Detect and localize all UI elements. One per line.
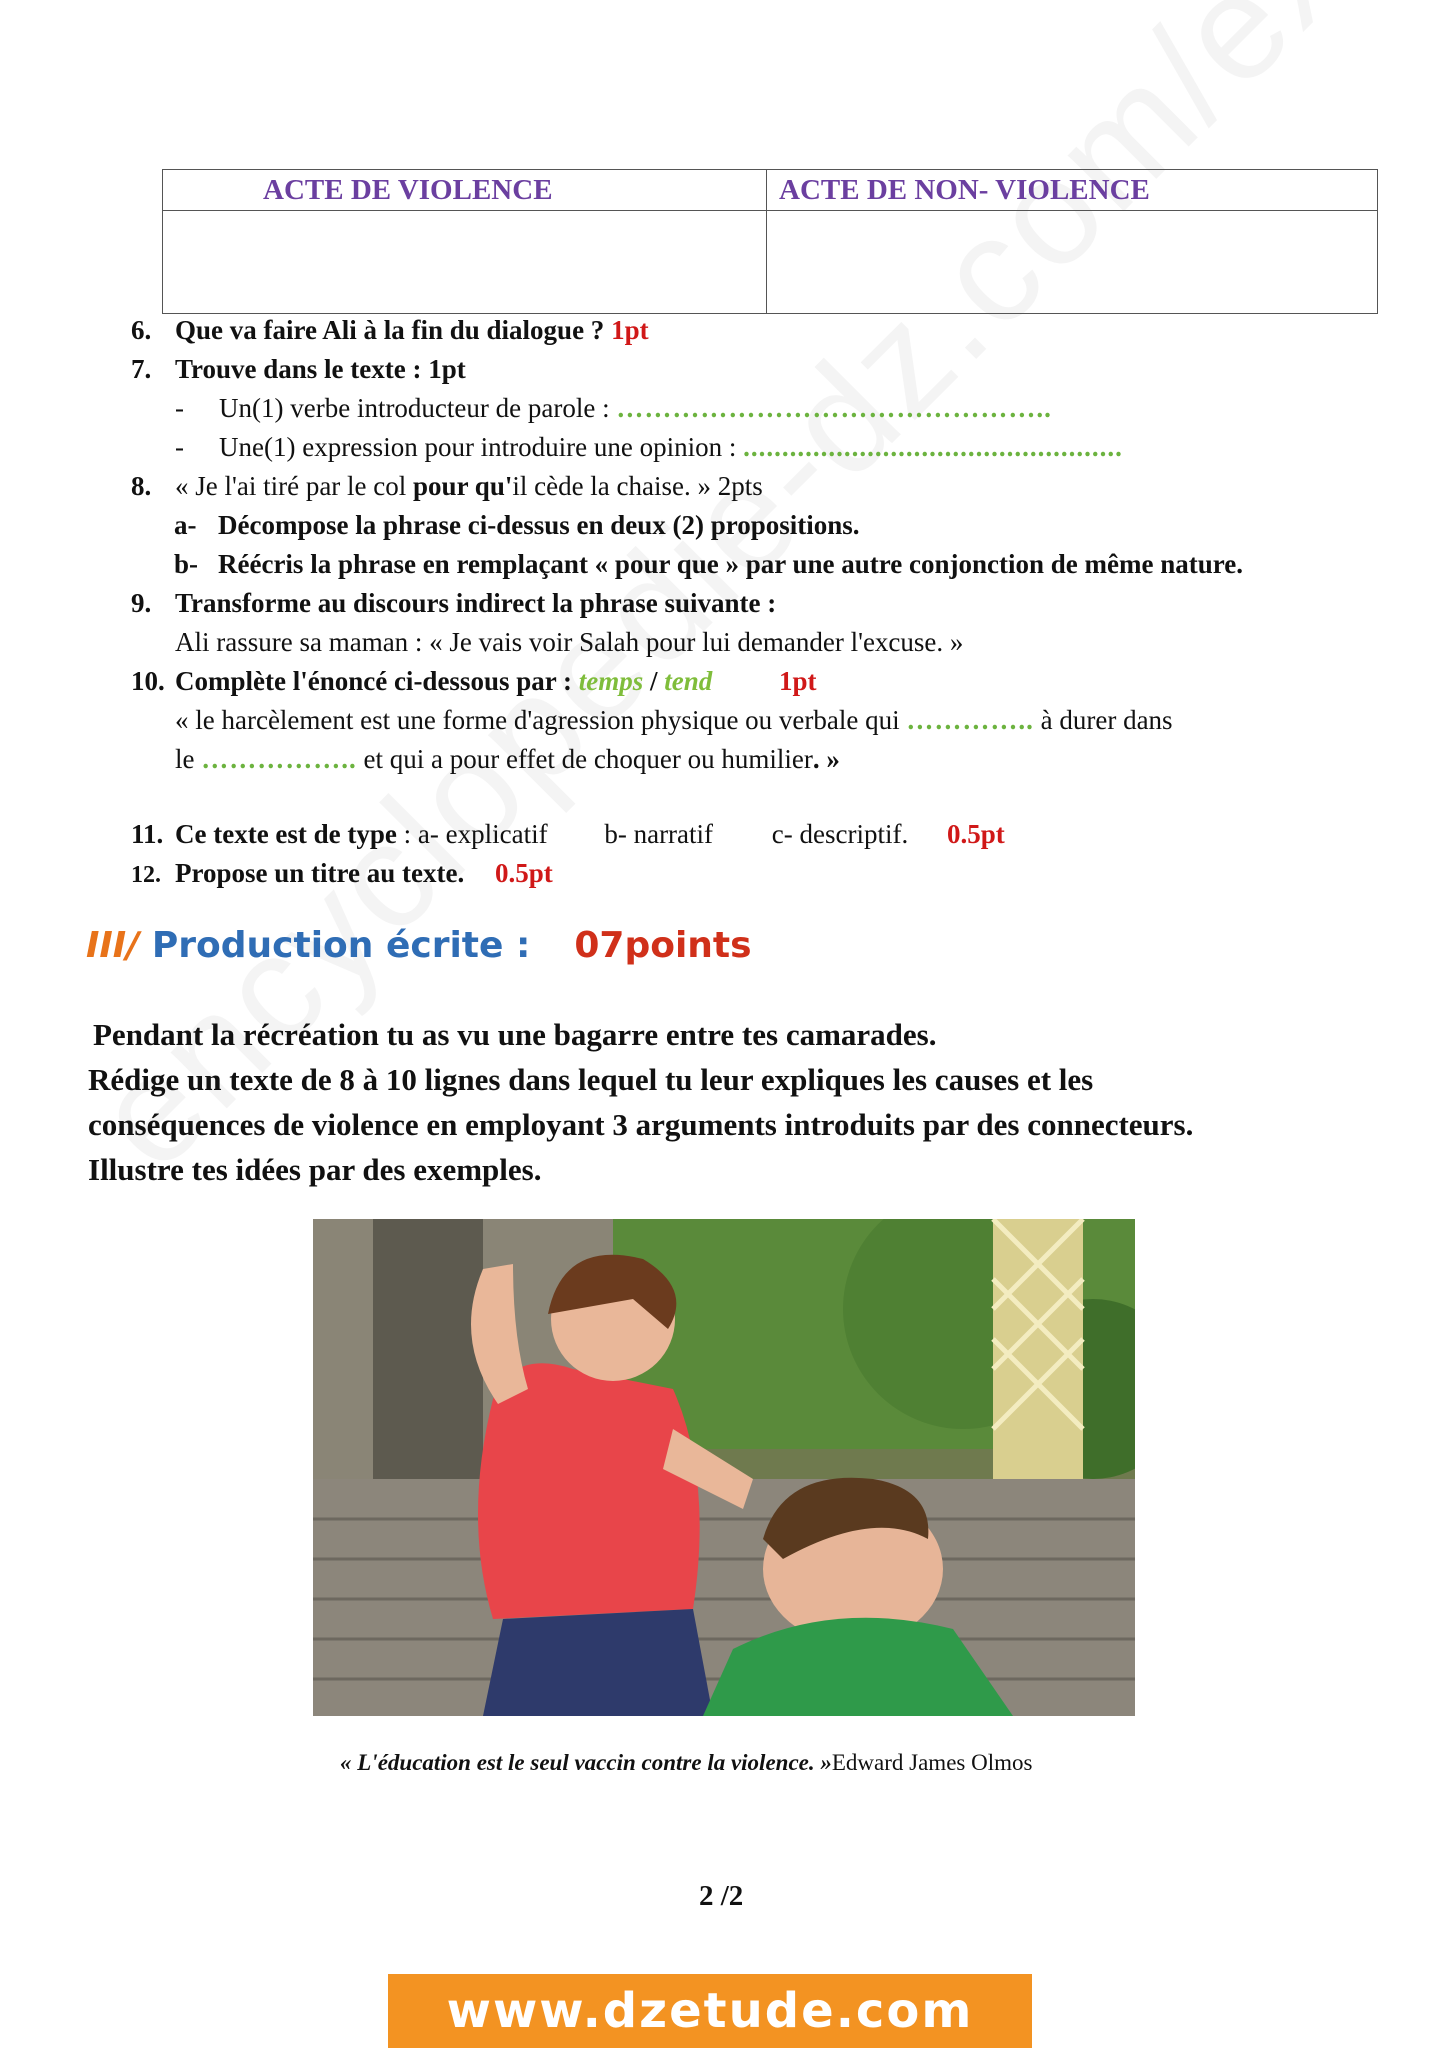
production-line-2: Rédige un texte de 8 à 10 lignes dans lequel tu leur expliques les causes et les xyxy=(88,1062,1094,1097)
question-12: 12. Propose un titre au texte. 0.5pt xyxy=(131,858,553,888)
production-line-1: Pendant la récréation tu as vu une bagarre entre tes camarades. xyxy=(93,1017,937,1052)
question-8: 8. « Je l'ai tiré par le col pour qu'il cède la chaise. » 2pts xyxy=(131,471,763,501)
question-7-item-1: - Un(1) verbe introducteur de parole : ……………………………………….. xyxy=(175,393,1052,423)
production-heading: III/ Production écrite : 07points xyxy=(86,925,752,966)
question-10-line-1: « le harcèlement est une forme d'agression physique ou verbale qui ………….. à durer dans xyxy=(175,705,1173,735)
answer-blank[interactable]: ……………………………………….. xyxy=(616,393,1052,423)
question-10-line-2: le …………….. et qui a pour effet de choquer ou humilier. » xyxy=(175,744,840,774)
answer-blank[interactable]: …………….. xyxy=(201,744,357,774)
fight-photo xyxy=(313,1219,1135,1716)
answer-blank[interactable]: ………….. xyxy=(906,705,1034,735)
question-9: 9. Transforme au discours indirect la phrase suivante : xyxy=(131,588,777,618)
violence-table xyxy=(162,169,1378,314)
answer-blank[interactable]: ................................................. xyxy=(743,432,1123,462)
question-10: 10. Complète l'énoncé ci-dessous par : temps / tend 1pt xyxy=(131,666,817,696)
quote: « L'éducation est le seul vaccin contre la violence. »Edward James Olmos xyxy=(340,1750,1033,1775)
question-8a: a- Décompose la phrase ci-dessus en deux (2) propositions. xyxy=(174,510,860,540)
question-11: 11. Ce texte est de type : a- explicatif b- narratif c- descriptif. 0.5pt xyxy=(131,819,1005,849)
page-number: 2 /2 xyxy=(699,1880,744,1912)
production-line-4: Illustre tes idées par des exemples. xyxy=(88,1152,542,1187)
table-cell-non-violence[interactable] xyxy=(767,211,1378,314)
production-line-3: conséquences de violence en employant 3 arguments introduits par des connecteurs. xyxy=(88,1107,1194,1142)
question-9-sentence: Ali rassure sa maman : « Je vais voir Salah pour lui demander l'excuse. » xyxy=(175,627,964,657)
table-cell-violence[interactable] xyxy=(163,211,767,314)
question-8b: b- Réécris la phrase en remplaçant « pour que » par une autre conjonction de même nature. xyxy=(174,549,1243,579)
table-header-violence: ACTE DE VIOLENCE xyxy=(163,170,767,211)
question-7: 7. Trouve dans le texte : 1pt xyxy=(131,354,466,384)
table-header-non-violence: ACTE DE NON- VIOLENCE xyxy=(767,170,1378,211)
question-6: 6. Que va faire Ali à la fin du dialogue ? 1pt xyxy=(131,315,649,345)
site-banner-link[interactable]: www.dzetude.com xyxy=(388,1974,1032,2048)
question-7-item-2: - Une(1) expression pour introduire une opinion : ................................................. xyxy=(175,432,1123,462)
